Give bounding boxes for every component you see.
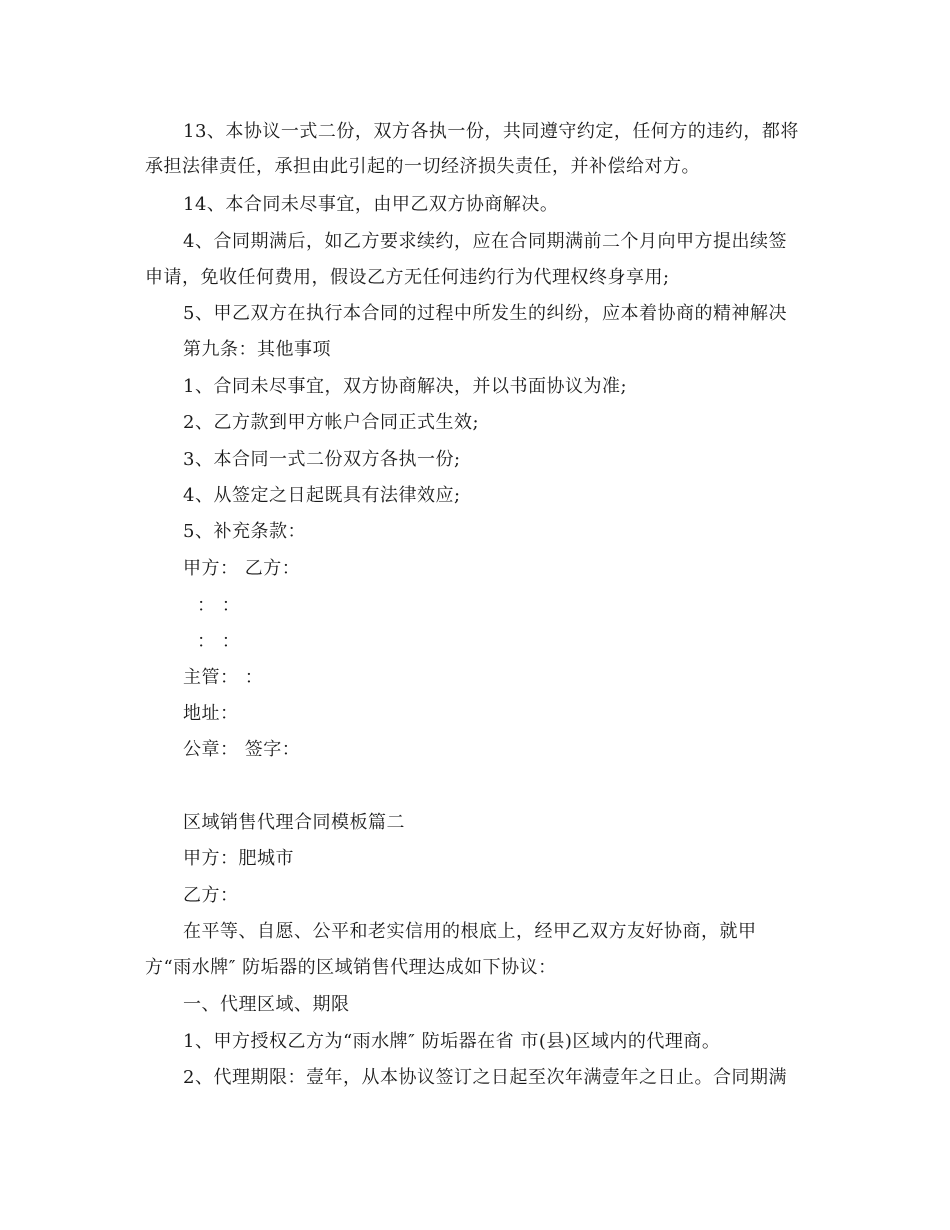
clause-4-renewal-line-2: 申请，免收任何费用，假设乙方无任何违约行为代理权终身享用;	[145, 267, 670, 288]
section-1-heading: 一、代理区域、期限	[183, 994, 350, 1015]
signature-seal: 公章： 签字：	[183, 739, 301, 760]
signature-blank-2: ： ：	[197, 631, 241, 652]
clause-5-dispute: 5、甲乙双方在执行本合同的过程中所发生的纠纷，应本着协商的精神解决	[183, 303, 787, 324]
preamble-line-2: 方“雨水牌″ 防垢器的区域销售代理达成如下协议：	[145, 957, 557, 978]
clause-13-line-1: 13、本协议一式二份，双方各执一份，共同遵守约定，任何方的违约，都将	[183, 121, 799, 142]
clause-4-renewal-line-1: 4、合同期满后，如乙方要求续约，应在合同期满前二个月向甲方提出续签	[183, 231, 787, 252]
party-a: 甲方：肥城市	[183, 848, 294, 869]
other-item-1: 1、合同未尽事宜，双方协商解决，并以书面协议为准;	[183, 376, 628, 397]
signature-supervisor: 主管： ：	[183, 667, 264, 688]
section-title: 区域销售代理合同模板篇二	[183, 812, 405, 833]
clause-14: 14、本合同未尽事宜，由甲乙双方协商解决。	[183, 194, 559, 215]
clause-13-line-2: 承担法律责任，承担由此引起的一切经济损失责任，并补偿给对方。	[145, 156, 700, 177]
other-item-5: 5、补充条款：	[183, 521, 306, 542]
preamble-line-1: 在平等、自愿、公平和老实信用的根底上，经甲乙双方友好协商，就甲	[183, 921, 757, 942]
article-9-heading: 第九条：其他事项	[183, 339, 331, 360]
signature-parties: 甲方： 乙方：	[183, 558, 301, 579]
signature-address: 地址：	[183, 703, 239, 724]
party-b: 乙方：	[183, 885, 239, 906]
section-1-item-2: 2、代理期限：壹年，从本协议签订之日起至次年满壹年之日止。合同期满	[183, 1067, 787, 1088]
other-item-3: 3、本合同一式二份双方各执一份;	[183, 449, 461, 470]
section-1-item-1: 1、甲方授权乙方为“雨水牌″ 防垢器在省 市(县)区域内的代理商。	[183, 1031, 721, 1052]
signature-blank-1: ： ：	[197, 595, 241, 616]
other-item-4: 4、从签定之日起既具有法律效应;	[183, 485, 461, 506]
other-item-2: 2、乙方款到甲方帐户合同正式生效;	[183, 412, 480, 433]
